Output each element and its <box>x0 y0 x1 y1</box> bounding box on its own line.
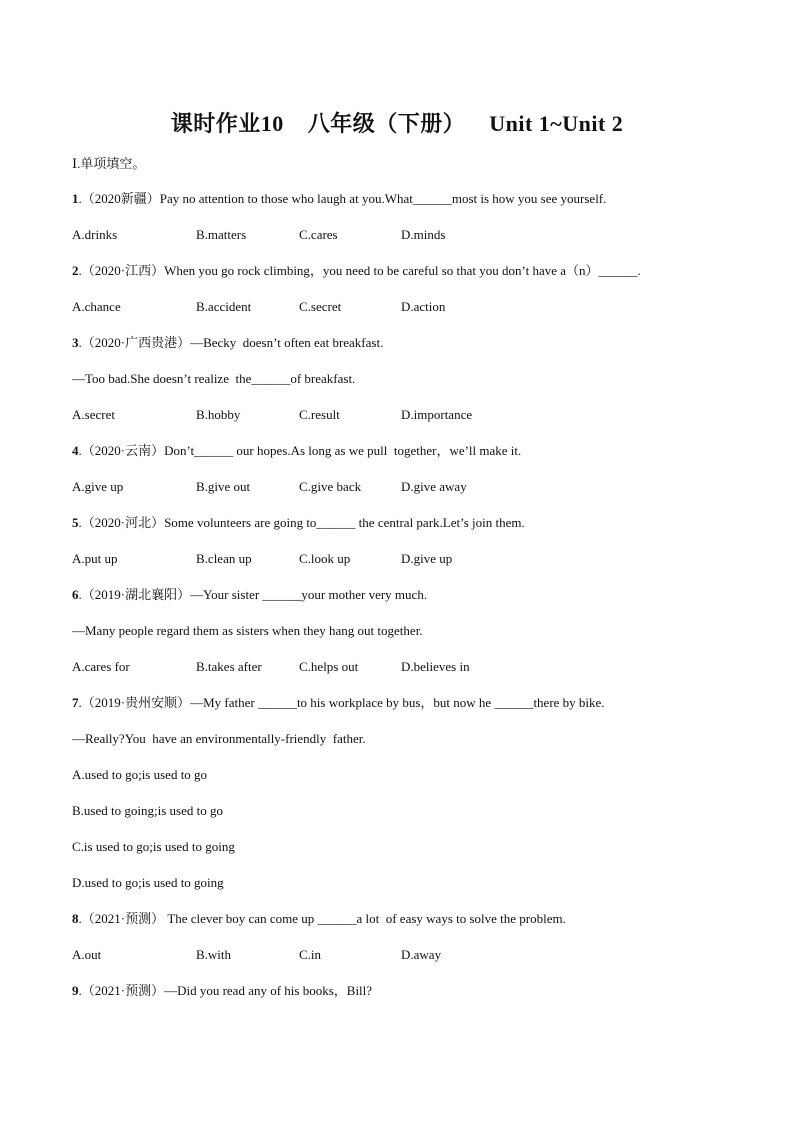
question-number: 5 <box>72 515 79 530</box>
question-number: 4 <box>72 443 79 458</box>
question-text: .（2020·云南）Don’t______ our hopes.As long as we pull together，we’ll make it. <box>78 443 522 458</box>
question-6 <box>72 587 427 603</box>
question-4 <box>72 443 521 459</box>
dialogue-line: —Really?You have an environmentally-friendly father. <box>72 731 366 746</box>
option-a: A.out <box>72 947 102 962</box>
option-a: A.secret <box>72 407 115 422</box>
option-a: A.give up <box>72 479 124 494</box>
option-c: C.helps out <box>299 659 359 674</box>
option-c: C.is used to go;is used to going <box>72 839 235 854</box>
option-c: C.give back <box>299 479 362 494</box>
question-2 <box>72 263 641 279</box>
question-number: 7 <box>72 695 79 710</box>
option-c: C.in <box>299 947 322 962</box>
option-b: B.give out <box>196 479 251 494</box>
question-5 <box>72 515 525 531</box>
question-9 <box>72 983 372 999</box>
dialogue-line: —Too bad.She doesn’t realize the______of breakfast. <box>72 371 356 386</box>
option-c: C.secret <box>299 299 342 314</box>
question-text: .（2019·湖北襄阳）—Your sister ______your mother very much. <box>78 587 428 602</box>
option-a: A.chance <box>72 299 121 314</box>
option-b: B.hobby <box>196 407 241 422</box>
option-a: A.drinks <box>72 227 118 242</box>
question-1 <box>72 191 606 207</box>
option-a: A.cares for <box>72 659 130 674</box>
option-d: D.believes in <box>401 659 470 674</box>
question-number: 9 <box>72 983 79 998</box>
option-d: D.away <box>401 947 442 962</box>
page-title: 课时作业10 八年级（下册） Unit 1~Unit 2 <box>170 111 624 136</box>
section-heading: Ⅰ.单项填空。 <box>72 156 146 171</box>
option-b: B.takes after <box>196 659 262 674</box>
question-text: .（2020·江西）When you go rock climbing，you need to be careful so that you don’t have a（n）______. <box>78 263 641 278</box>
question-8 <box>72 911 566 927</box>
question-number: 8 <box>72 911 79 926</box>
option-d: D.give up <box>401 551 453 566</box>
option-b: B.accident <box>196 299 252 314</box>
question-text: .（2020·广西贵港）—Becky doesn’t often eat breakfast. <box>78 335 384 350</box>
option-b: B.used to going;is used to go <box>72 803 223 818</box>
option-b: B.matters <box>196 227 247 242</box>
question-text: .（2021·预测） The clever boy can come up ______a lot of easy ways to solve the problem. <box>78 911 566 926</box>
question-3 <box>72 335 383 351</box>
option-a: A.used to go;is used to go <box>72 767 208 782</box>
option-c: C.look up <box>299 551 351 566</box>
option-d: D.action <box>401 299 446 314</box>
option-a: A.put up <box>72 551 118 566</box>
question-text: .（2020·河北）Some volunteers are going to______ the central park.Let’s join them. <box>78 515 525 530</box>
question-number: 1 <box>72 191 79 206</box>
question-7 <box>72 695 605 711</box>
option-d: D.used to go;is used to going <box>72 875 224 890</box>
option-c: C.cares <box>299 227 338 242</box>
dialogue-line: —Many people regard them as sisters when they hang out together. <box>72 623 423 638</box>
option-c: C.result <box>299 407 340 422</box>
question-number: 3 <box>72 335 79 350</box>
option-d: D.give away <box>401 479 467 494</box>
option-d: D.importance <box>401 407 473 422</box>
question-text: .（2019·贵州安顺）—My father ______to his workplace by bus，but now he ______there by bike. <box>78 695 605 710</box>
question-text: .（2021·预测）—Did you read any of his books，Bill? <box>78 983 373 998</box>
option-d: D.minds <box>401 227 446 242</box>
question-number: 6 <box>72 587 79 602</box>
question-text: .（2020新疆）Pay no attention to those who laugh at you.What______most is how you see yourself. <box>78 191 607 206</box>
option-b: B.with <box>196 947 232 962</box>
option-b: B.clean up <box>196 551 252 566</box>
question-number: 2 <box>72 263 79 278</box>
